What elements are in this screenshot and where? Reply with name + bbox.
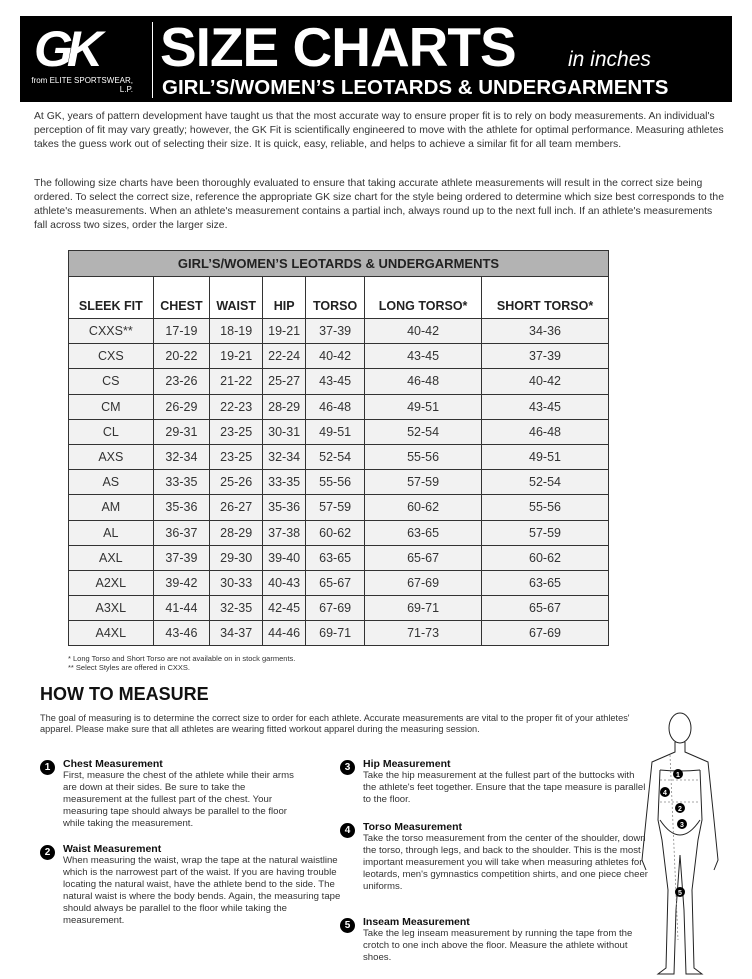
table-row xyxy=(69,369,609,394)
measurement-cell: 43-46 xyxy=(153,621,210,646)
column-header: LONG TORSO* xyxy=(365,277,482,319)
measurement-cell: 55-56 xyxy=(365,444,482,469)
measurement-cell: 43-45 xyxy=(306,369,365,394)
measurement-cell: 65-67 xyxy=(482,596,609,621)
figure-marker xyxy=(677,819,687,829)
measurement-cell: 52-54 xyxy=(306,444,365,469)
measurement-cell: 30-31 xyxy=(263,419,306,444)
svg-text:2: 2 xyxy=(678,806,682,813)
size-cell: CL xyxy=(69,419,154,444)
measurement-cell: 63-65 xyxy=(365,520,482,545)
measurement-cell: 67-69 xyxy=(365,570,482,595)
step-title: Inseam Measurement xyxy=(363,916,470,928)
measurement-cell: 32-34 xyxy=(153,444,210,469)
measurement-cell: 42-45 xyxy=(263,596,306,621)
column-header: TORSO xyxy=(306,277,365,319)
size-cell: AL xyxy=(69,520,154,545)
step-number-badge: 5 xyxy=(340,918,355,933)
measurement-cell: 43-45 xyxy=(365,344,482,369)
measurement-cell: 34-37 xyxy=(210,621,263,646)
measurement-cell: 52-54 xyxy=(482,470,609,495)
table-row xyxy=(69,344,609,369)
measurement-cell: 49-51 xyxy=(482,444,609,469)
measurement-cell: 32-35 xyxy=(210,596,263,621)
measurement-cell: 43-45 xyxy=(482,394,609,419)
table-row xyxy=(69,495,609,520)
footnotes: * Long Torso and Short Torso are not available on in stock garments. ** Select Styles are offered in CXXS. xyxy=(68,654,296,672)
measurement-cell: 29-30 xyxy=(210,545,263,570)
table-row xyxy=(69,520,609,545)
measurement-cell: 33-35 xyxy=(263,470,306,495)
measurement-cell: 19-21 xyxy=(263,319,306,344)
step-number-badge: 2 xyxy=(40,845,55,860)
measurement-cell: 60-62 xyxy=(306,520,365,545)
page-title: SIZE CHARTS xyxy=(160,16,516,78)
measurement-cell: 25-27 xyxy=(263,369,306,394)
step-number-badge: 3 xyxy=(340,760,355,775)
section-heading: HOW TO MEASURE xyxy=(40,684,209,704)
step-title: Waist Measurement xyxy=(63,843,162,855)
table-title: GIRL’S/WOMEN’S LEOTARDS & UNDERGARMENTS xyxy=(69,251,609,277)
measurement-cell: 20-22 xyxy=(153,344,210,369)
column-header: WAIST xyxy=(210,277,263,319)
measurement-cell: 17-19 xyxy=(153,319,210,344)
step-title: Chest Measurement xyxy=(63,758,163,770)
body-figure-illustration xyxy=(630,710,730,975)
svg-text:3: 3 xyxy=(680,822,684,829)
size-cell: AM xyxy=(69,495,154,520)
measurement-cell: 22-24 xyxy=(263,344,306,369)
step-title: Hip Measurement xyxy=(363,758,451,770)
step-text: Take the hip measurement at the fullest part of the buttocks with the athlete's feet together. Ensure that the tape measure is parallel to the floor. xyxy=(363,770,646,805)
measurement-cell: 46-48 xyxy=(482,419,609,444)
page-subtitle: GIRL’S/WOMEN’S LEOTARDS & UNDERGARMENTS xyxy=(162,76,669,99)
measurement-cell: 40-42 xyxy=(365,319,482,344)
measurement-cell: 37-38 xyxy=(263,520,306,545)
svg-text:5: 5 xyxy=(678,890,682,897)
intro-paragraph-2: The following size charts have been thoroughly evaluated to ensure that taking accurate athlete measurements will result in the correct size being ordered. To select the correct size, reference the appropriate GK size chart for the style being ordered to determine which size best corresponds to the athlete's measurements. When an athlete's measurement contains a partial inch, always round up to the next full inch. If an athlete's measurements fall across two sizes, order the larger size. xyxy=(34,178,724,231)
measurement-cell: 57-59 xyxy=(306,495,365,520)
measurement-cell: 23-25 xyxy=(210,419,263,444)
step-number-badge: 4 xyxy=(340,823,355,838)
measurement-cell: 30-33 xyxy=(210,570,263,595)
table-row xyxy=(69,570,609,595)
measurement-cell: 37-39 xyxy=(306,319,365,344)
column-header: SHORT TORSO* xyxy=(482,277,609,319)
svg-text:1: 1 xyxy=(676,772,680,779)
measurement-cell: 65-67 xyxy=(365,545,482,570)
size-cell: AXS xyxy=(69,444,154,469)
measurement-cell: 41-44 xyxy=(153,596,210,621)
measurement-cell: 55-56 xyxy=(482,495,609,520)
measurement-cell: 67-69 xyxy=(306,596,365,621)
divider xyxy=(152,22,153,98)
measurement-step xyxy=(63,758,303,830)
table-row xyxy=(69,621,609,646)
table-row xyxy=(69,596,609,621)
measurement-step xyxy=(363,916,648,964)
table-row xyxy=(69,419,609,444)
measure-intro: The goal of measuring is to determine the correct size to order for each athlete. Accurate measurements are vital to the proper fit of your athletes' apparel. Please make sure that all athletes are wearing fitted workout apparel during the measuring session. xyxy=(40,713,630,734)
header-banner xyxy=(20,16,732,102)
size-cell: AS xyxy=(69,470,154,495)
table-row xyxy=(69,444,609,469)
measurement-cell: 35-36 xyxy=(153,495,210,520)
measurement-cell: 40-42 xyxy=(482,369,609,394)
size-cell: AXL xyxy=(69,545,154,570)
measurement-step xyxy=(63,843,348,927)
measurement-cell: 69-71 xyxy=(306,621,365,646)
measurement-cell: 29-31 xyxy=(153,419,210,444)
measurement-cell: 21-22 xyxy=(210,369,263,394)
size-cell: CXXS** xyxy=(69,319,154,344)
measurement-cell: 55-56 xyxy=(306,470,365,495)
step-title: Torso Measurement xyxy=(363,821,462,833)
measurement-cell: 25-26 xyxy=(210,470,263,495)
measurement-cell: 22-23 xyxy=(210,394,263,419)
measurement-cell: 18-19 xyxy=(210,319,263,344)
measurement-cell: 57-59 xyxy=(365,470,482,495)
measurement-step xyxy=(363,821,648,893)
measurement-cell: 46-48 xyxy=(306,394,365,419)
measurement-cell: 44-46 xyxy=(263,621,306,646)
step-text: When measuring the waist, wrap the tape at the natural waistline which is the narrowest part of the waist. If you are having trouble locating the natural waist, have the athlete bend to the side. The natural waist is where the body bends. Again, the measuring tape should always be parallel to the floor while taking the measurement. xyxy=(63,855,341,926)
measurement-cell: 57-59 xyxy=(482,520,609,545)
measurement-cell: 36-37 xyxy=(153,520,210,545)
table-row xyxy=(69,545,609,570)
step-text: Take the leg inseam measurement by running the tape from the crotch to one inch above the floor. Measure the athlete without shoes. xyxy=(363,928,633,963)
svg-text:4: 4 xyxy=(663,790,667,797)
measurement-cell: 23-26 xyxy=(153,369,210,394)
size-cell: A3XL xyxy=(69,596,154,621)
measurement-step xyxy=(363,758,648,806)
measurement-cell: 63-65 xyxy=(306,545,365,570)
measurement-cell: 33-35 xyxy=(153,470,210,495)
measurement-cell: 67-69 xyxy=(482,621,609,646)
table-row xyxy=(69,319,609,344)
figure-marker xyxy=(675,887,685,897)
table-row xyxy=(69,470,609,495)
step-text: First, measure the chest of the athlete while their arms are down at their sides. Be sure to take the measurement at the fullest part of the chest. Your measuring tape should always be parallel to the floor while taking the measurement. xyxy=(63,770,294,829)
measurement-cell: 19-21 xyxy=(210,344,263,369)
measurement-cell: 71-73 xyxy=(365,621,482,646)
measurement-cell: 63-65 xyxy=(482,570,609,595)
gk-logo: GK from ELITE SPORTSWEAR, L.P. xyxy=(31,21,133,94)
measurement-cell: 60-62 xyxy=(365,495,482,520)
measurement-cell: 49-51 xyxy=(306,419,365,444)
size-cell: CM xyxy=(69,394,154,419)
measurement-cell: 49-51 xyxy=(365,394,482,419)
size-cell: CS xyxy=(69,369,154,394)
measurement-cell: 69-71 xyxy=(365,596,482,621)
measurement-cell: 46-48 xyxy=(365,369,482,394)
measurement-cell: 65-67 xyxy=(306,570,365,595)
size-cell: A4XL xyxy=(69,621,154,646)
column-header: HIP xyxy=(263,277,306,319)
measurement-cell: 39-42 xyxy=(153,570,210,595)
measurement-cell: 35-36 xyxy=(263,495,306,520)
measurement-cell: 26-29 xyxy=(153,394,210,419)
intro-paragraph-1: At GK, years of pattern development have taught us that the most accurate way to ensure proper fit is to rely on body measurements. An individual's perception of fit may vary greatly; however, the GK Fit is scientifically engineered to move with the athlete for optimal performance. Measuring athletes takes the guess work out of selecting their size. It is quick, easy, reliable, and helps to achieve a similar fit for all team members. xyxy=(34,111,724,150)
step-number-badge: 1 xyxy=(40,760,55,775)
measurement-cell: 39-40 xyxy=(263,545,306,570)
measurement-cell: 40-42 xyxy=(306,344,365,369)
measurement-cell: 34-36 xyxy=(482,319,609,344)
column-header: SLEEK FIT xyxy=(69,277,154,319)
measurement-cell: 26-27 xyxy=(210,495,263,520)
measurement-cell: 60-62 xyxy=(482,545,609,570)
table-row xyxy=(69,394,609,419)
measurement-cell: 40-43 xyxy=(263,570,306,595)
measurement-cell: 28-29 xyxy=(263,394,306,419)
units-label: in inches xyxy=(568,48,651,71)
measurement-cell: 28-29 xyxy=(210,520,263,545)
figure-marker xyxy=(673,769,683,779)
measurement-cell: 52-54 xyxy=(365,419,482,444)
step-text: Take the torso measurement from the center of the shoulder, down the torso, through legs, and back to the shoulder. This is the most important measurement you will take when measuring athletes for leotards, men's gymnastics competition shirts, and one piece cheer uniforms. xyxy=(363,833,648,892)
figure-marker xyxy=(675,803,685,813)
measurement-cell: 37-39 xyxy=(153,545,210,570)
size-cell: CXS xyxy=(69,344,154,369)
figure-marker xyxy=(660,787,670,797)
size-chart-table xyxy=(68,250,609,646)
measurement-cell: 32-34 xyxy=(263,444,306,469)
measurement-cell: 23-25 xyxy=(210,444,263,469)
measurement-cell: 37-39 xyxy=(482,344,609,369)
column-header: CHEST xyxy=(153,277,210,319)
size-cell: A2XL xyxy=(69,570,154,595)
